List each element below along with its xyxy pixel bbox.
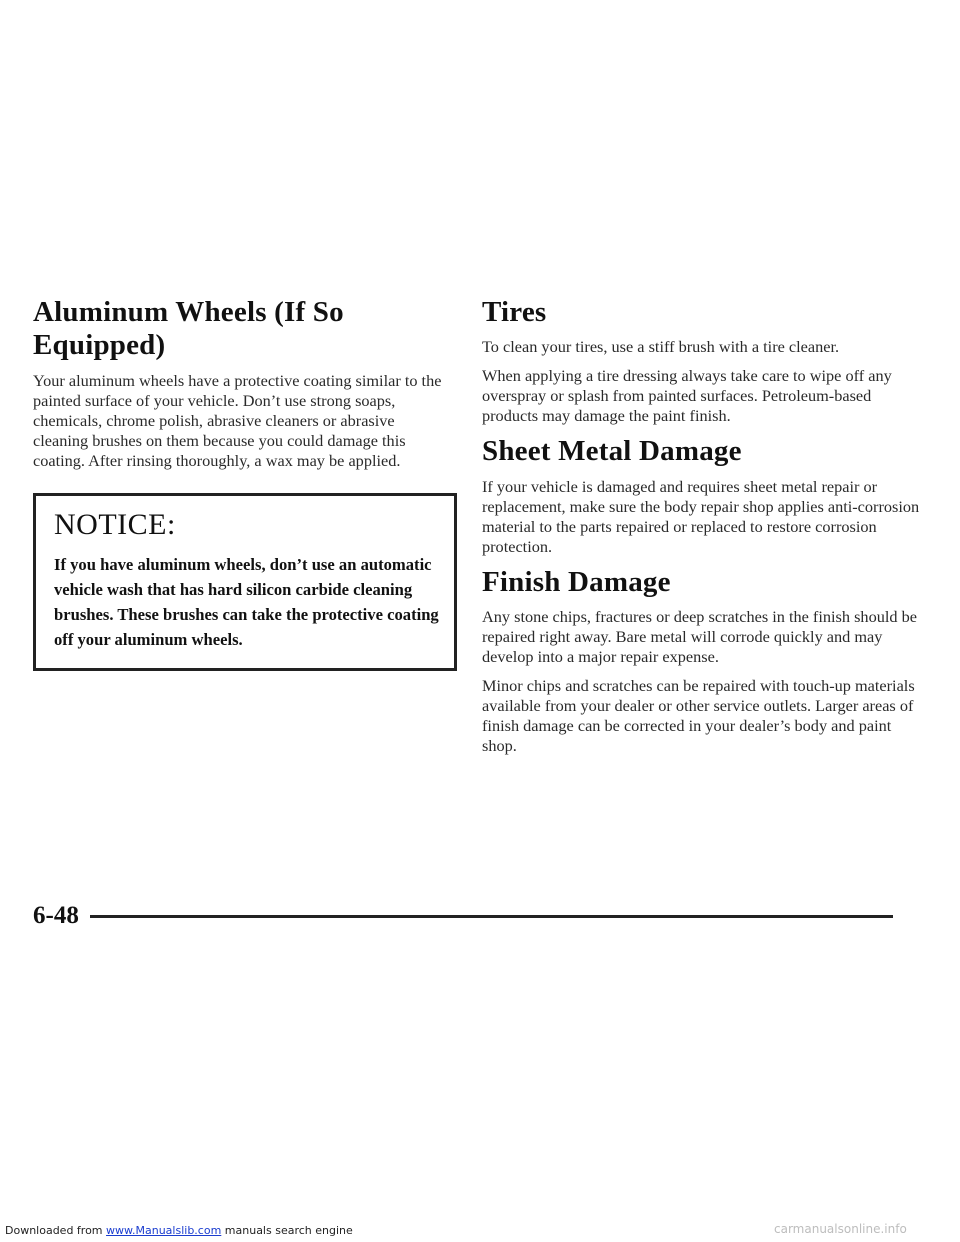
- tires-paragraph-2: When applying a tire dressing always take care to wipe off any overspray or splash from painted surfaces. Petroleum-based products may damage the paint finish.: [482, 366, 892, 426]
- tires-paragraph-1: To clean your tires, use a stiff brush with a tire cleaner.: [482, 337, 840, 357]
- notice-box: [33, 493, 457, 671]
- download-watermark: [5, 1224, 353, 1237]
- watermark-suffix: manuals search engine: [221, 1224, 353, 1237]
- site-watermark: carmanualsonline.info: [774, 1222, 907, 1236]
- finish-damage-paragraph-1: Any stone chips, fractures or deep scratches in the finish should be repaired right away. Bare metal will corrode quickly and may develop into a major repair expense.: [482, 607, 917, 667]
- page-number: 6-48: [33, 902, 79, 929]
- sheet-metal-paragraph: If your vehicle is damaged and requires sheet metal repair or replacement, make sure the body repair shop applies anti-corrosion material to the parts repaired or replaced to restore corrosion protection.: [482, 476, 920, 556]
- sheet-metal-heading: Sheet Metal Damage: [482, 435, 742, 468]
- manualslib-link[interactable]: www.Manualslib.com: [106, 1224, 222, 1237]
- tires-heading: Tires: [482, 296, 547, 328]
- right-column: [482, 296, 922, 765]
- notice-title: NOTICE:: [54, 507, 176, 541]
- footer-rule: [90, 915, 893, 918]
- finish-damage-paragraph-2: Minor chips and scratches can be repaired with touch-up materials available from your dealer or other service outlets. Larger areas of finish damage can be corrected in your dealer’s body and paint shop.: [482, 676, 915, 756]
- notice-text: If you have aluminum wheels, don’t use an automatic vehicle wash that has hard silicon carbide cleaning brushes. These brushes can take the protective coating off your aluminum wheels.: [54, 554, 439, 649]
- finish-damage-heading: Finish Damage: [482, 565, 671, 598]
- left-column: [33, 296, 451, 671]
- watermark-prefix: Downloaded from: [5, 1224, 107, 1237]
- aluminum-wheels-paragraph: Your aluminum wheels have a protective coating similar to the painted surface of your vehicle. Don’t use strong soaps, chemicals, chrome polish, abrasive cleaners or abrasive cleaning brushes on them because you could damage this coating. After rinsing thoroughly, a wax may be applied.: [33, 370, 442, 470]
- aluminum-wheels-heading: Aluminum Wheels (If So Equipped): [33, 296, 344, 362]
